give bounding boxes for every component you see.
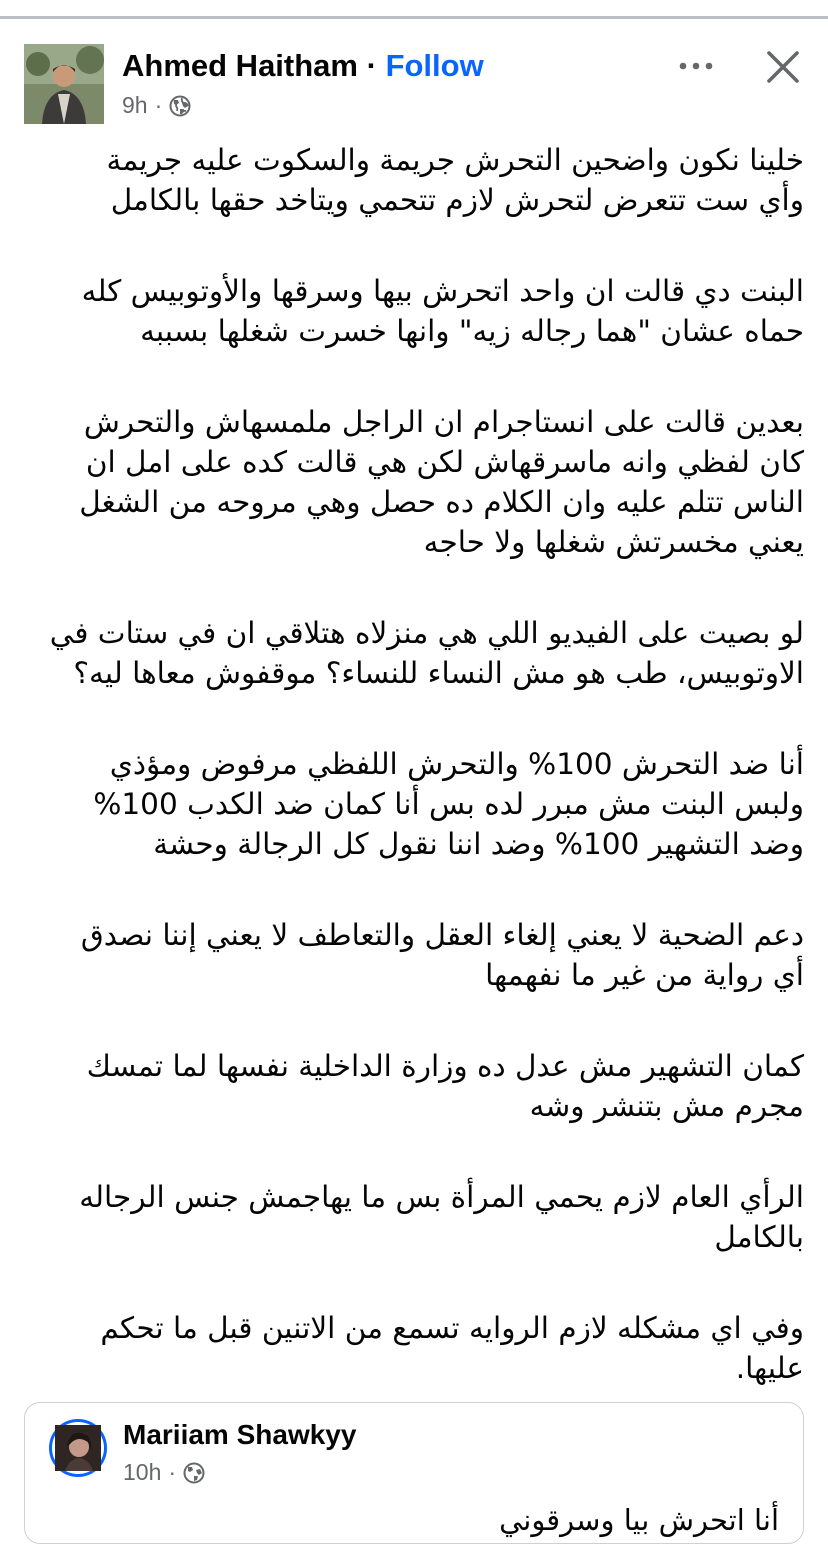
post-paragraph xyxy=(24,915,804,995)
post-text-line: حماه عشان "هما رجاله زيه" وانها خسرت شغلها بسببه xyxy=(140,314,804,348)
shared-meta-dot: · xyxy=(168,1459,177,1485)
author-header xyxy=(122,48,484,84)
post-text-line: وضد التشهير 100% وضد اننا نقول كل الرجالة وحشة xyxy=(153,827,804,861)
name-separator: · xyxy=(366,48,377,83)
post-text-line: يعني مخسرتش شغلها ولا حاجه xyxy=(423,525,804,559)
post-text-line: كان لفظي وانه ماسرقهاش لكن هي قالت كده على امل ان xyxy=(85,445,804,479)
globe-icon[interactable] xyxy=(183,1462,205,1484)
post-text-line: البنت دي قالت ان واحد اتحرش بيها وسرقها والأوتوبيس كله xyxy=(81,274,804,308)
post-text-line: لو بصيت على الفيديو اللي هي منزلاه هتلاقي ان في ستات في xyxy=(49,616,804,650)
post-text-line: بالكامل xyxy=(714,1220,804,1254)
globe-icon[interactable] xyxy=(169,95,191,117)
shared-post-meta xyxy=(123,1459,205,1486)
post-paragraph xyxy=(24,1308,804,1388)
author-avatar[interactable] xyxy=(24,44,104,124)
post-paragraph xyxy=(24,744,804,864)
shared-avatar-photo xyxy=(55,1425,101,1471)
shared-author-name[interactable]: Mariiam Shawkyy xyxy=(123,1419,357,1450)
post-text-line: عليها. xyxy=(735,1351,804,1385)
post-paragraph xyxy=(24,271,804,351)
meta-dot: · xyxy=(154,92,163,118)
shared-post-time[interactable]: 10h xyxy=(123,1459,162,1485)
post-text-line: الرأي العام لازم يحمي المرأة بس ما يهاجمش جنس الرجاله xyxy=(79,1180,804,1214)
post-text-line: الاوتوبيس، طب هو مش النساء للنساء؟ موقفوش معاها ليه؟ xyxy=(73,656,804,690)
post-text-line: كمان التشهير مش عدل ده وزارة الداخلية نفسها لما تمسك xyxy=(86,1049,804,1083)
post-time[interactable]: 9h xyxy=(122,92,148,118)
post-text-line: بعدين قالت على انستاجرام ان الراجل ملمسهاش والتحرش xyxy=(83,405,804,439)
post-paragraph xyxy=(24,1046,804,1126)
post-meta xyxy=(122,92,191,119)
post-paragraph xyxy=(24,1177,804,1257)
post-text-line: الناس تتلم عليه وان الكلام ده حصل وهي مروحه من الشغل xyxy=(79,485,804,519)
more-horizontal-icon[interactable] xyxy=(672,50,720,82)
post-text-line: دعم الضحية لا يعني إلغاء العقل والتعاطف لا يعني إننا نصدق xyxy=(80,918,804,952)
top-divider xyxy=(0,16,828,19)
post-text-line: مجرم مش بتنشر وشه xyxy=(529,1089,804,1123)
post-text-line: أنا ضد التحرش 100% والتحرش اللفظي مرفوض ومؤذي xyxy=(109,747,804,781)
post-text-line: خلينا نكون واضحين التحرش جريمة والسكوت عليه جريمة xyxy=(106,143,804,177)
post-paragraph xyxy=(24,613,804,693)
post-text-line: وأي ست تتعرض لتحرش لازم تتحمي ويتاخد حقها بالكامل xyxy=(110,183,804,217)
shared-post-card[interactable] xyxy=(24,1402,804,1544)
post-paragraph xyxy=(24,402,804,562)
post-text-line: أي رواية من غير ما نفهمها xyxy=(485,958,804,992)
follow-button[interactable]: Follow xyxy=(385,48,484,83)
post-text-line: وفي اي مشكله لازم الروايه تسمع من الاتنين قبل ما تحكم xyxy=(100,1311,804,1345)
post-paragraph xyxy=(24,140,804,220)
author-avatar-photo xyxy=(24,44,104,124)
post-text-line: ولبس البنت مش مبرر لده بس أنا كمان ضد الكدب 100% xyxy=(93,787,804,821)
author-name[interactable]: Ahmed Haitham xyxy=(122,48,358,83)
post-body xyxy=(24,140,804,1388)
shared-author-avatar[interactable] xyxy=(49,1419,107,1477)
close-icon[interactable] xyxy=(764,48,802,86)
shared-post-preview-text: أنا اتحرش بيا وسرقوني xyxy=(499,1503,779,1537)
